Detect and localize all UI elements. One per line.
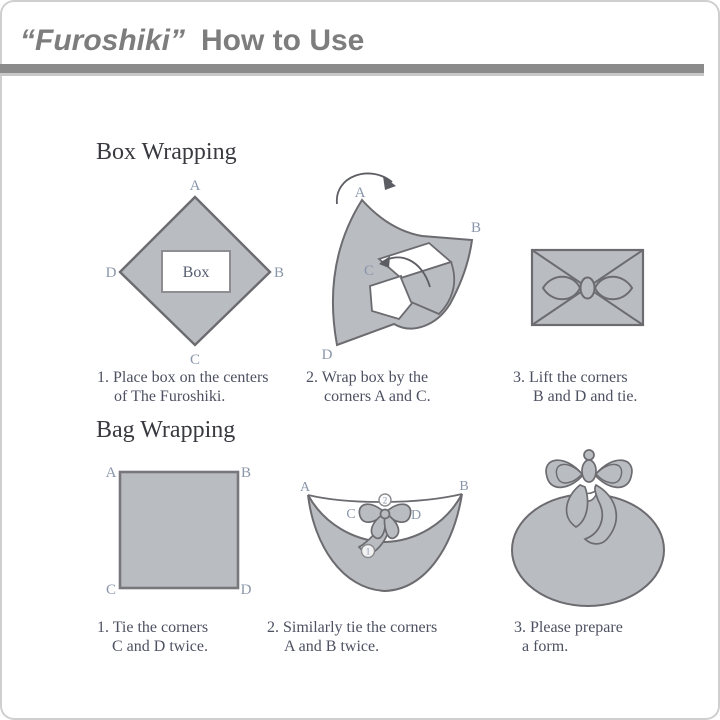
bag-body-shape [512, 494, 664, 606]
bag-step3-caption [514, 618, 623, 656]
corner-label-d: D [410, 508, 422, 523]
box-step1-diagram [85, 170, 305, 368]
bag-step1-diagram [98, 455, 258, 603]
corner-label-b: B [240, 465, 252, 481]
corner-label-b: B [470, 220, 482, 236]
caption-line-1: 2. Wrap box by the [306, 369, 429, 386]
page-title-quoted: “Furoshiki” [20, 24, 186, 57]
corner-label-c: C [346, 507, 356, 522]
tie-order-badge-1-number: 1 [365, 546, 371, 557]
corner-label-d: D [240, 582, 252, 598]
bag-step2-caption [267, 618, 437, 656]
caption-line-2: C and D twice. [112, 638, 208, 655]
caption-line-2: corners A and C. [324, 388, 431, 405]
caption-line-1: 1. Place box on the centers [97, 369, 269, 386]
corner-label-c: C [189, 352, 201, 368]
bow-knot [581, 278, 595, 299]
knot-center [381, 510, 390, 519]
bow-top-knob [584, 450, 594, 460]
box-step3-diagram [527, 245, 647, 330]
corner-label-d: D [321, 347, 333, 363]
corner-label-b: B [273, 265, 285, 281]
caption-line-2: A and B twice. [284, 638, 380, 655]
header-divider-bar [0, 64, 704, 73]
box-label: Box [182, 264, 210, 281]
caption-line-1: 3. Please prepare [514, 619, 623, 636]
page-title-rest: How to Use [201, 24, 365, 57]
corner-label-a: A [299, 480, 311, 495]
page-title [20, 24, 364, 62]
bow-knot [582, 460, 596, 482]
rotate-arrow-head-icon [383, 176, 396, 190]
bag-step1-caption [97, 618, 208, 656]
header-divider-shadow [0, 73, 704, 76]
corner-label-c: C [105, 582, 117, 598]
caption-line-1: 2. Similarly tie the corners [267, 619, 438, 636]
crescent-cloth-shape [308, 494, 462, 591]
caption-line-2: a form. [522, 638, 569, 655]
bag-step2-diagram [290, 477, 490, 602]
bag-step3-diagram [505, 443, 690, 615]
caption-line-2: of The Furoshiki. [114, 388, 226, 405]
bag-wrapping-heading: Bag Wrapping [96, 417, 236, 443]
caption-line-1: 1. Tie the corners [97, 619, 209, 636]
corner-label-c: C [363, 263, 375, 279]
corner-label-a: A [105, 465, 117, 481]
box-step2-diagram [300, 163, 495, 368]
caption-line-1: 3. Lift the corners [513, 369, 628, 386]
box-step1-caption [97, 368, 269, 406]
tie-order-badge-2-number: 2 [382, 495, 388, 506]
square-cloth-shape [120, 472, 238, 588]
corner-label-a: A [354, 185, 366, 201]
bow-right-loop [595, 277, 632, 300]
box-step3-caption [513, 368, 637, 406]
corner-label-b: B [459, 479, 469, 494]
corner-label-d: D [105, 265, 117, 281]
box-step2-caption [306, 368, 431, 406]
bow-left-loop [543, 277, 580, 300]
corner-label-a: A [189, 178, 201, 194]
caption-line-2: B and D and tie. [533, 388, 638, 405]
box-wrapping-heading: Box Wrapping [96, 139, 237, 165]
